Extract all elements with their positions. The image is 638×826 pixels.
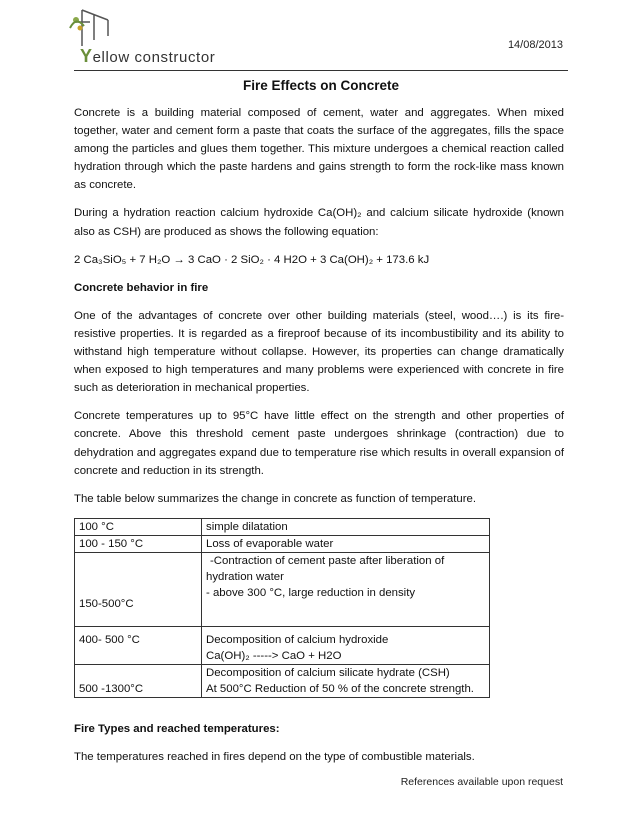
table-row — [75, 626, 490, 664]
table-cell-temp: 100 - 150 °C — [75, 535, 202, 552]
intro-paragraph: Concrete is a building material composed of cement, water and aggregates. When mixed together, water and cement form a paste that coats the surface of the aggregates, fills the space among the particles and glues them together. This mixture undergoes a chemical reaction called hydration through which the paste hardens and gains strength to form the rock-like mass known as concrete. — [74, 107, 564, 192]
section-heading-fire-types: Fire Types and reached temperatures: — [74, 722, 280, 735]
table-cell-temp: 500 -1300°C — [75, 664, 202, 697]
table-cell-effect — [202, 552, 490, 626]
table-row — [75, 535, 490, 552]
table-cell-temp: 100 °C — [75, 518, 202, 535]
document-date: 14/08/2013 — [507, 39, 563, 51]
table-cell-line: - above 300 °C, large reduction in density — [206, 586, 416, 599]
page-title: Fire Effects on Concrete — [242, 78, 400, 93]
section-heading-behavior: Concrete behavior in fire — [74, 281, 209, 294]
table-cell-temp-text: 400- 500 °C — [79, 633, 140, 646]
document-body — [74, 104, 564, 776]
table-cell-line: At 500°C Reduction of 50 % of the concrete strength. — [206, 682, 474, 695]
temperatures-paragraph: Concrete temperatures up to 95°C have little effect on the strength and other properties of concrete. Above this threshold cement paste undergoes shrinkage (contraction) due to dehydration and aggregates expand due to temperature rise which results in overall expansion of concrete and reduction in its strength. — [74, 410, 564, 477]
hydration-equation: 2 Ca₃SiO₅ + 7 H₂O → 3 CaO · 2 SiO₂ · 4 H2O + 3 Ca(OH)₂ + 173.6 kJ — [74, 253, 430, 266]
logo-initial: Y — [80, 46, 93, 66]
table-cell-line: -Contraction of cement paste after liberation of — [210, 554, 445, 567]
header-divider — [74, 70, 568, 71]
logo-text: ellow constructor — [92, 49, 216, 66]
table-row — [75, 552, 490, 626]
table-cell-effect — [202, 626, 490, 664]
table-cell-effect: Loss of evaporable water — [202, 535, 490, 552]
table-cell-temp — [75, 552, 202, 626]
table-cell-temp-text: 150-500°C — [79, 597, 134, 610]
company-logo — [64, 6, 224, 68]
table-row — [75, 518, 490, 535]
temperature-effects-table — [74, 518, 490, 698]
table-row — [75, 664, 490, 697]
logo-wordmark — [80, 46, 215, 67]
footer-note: References available upon request — [400, 776, 563, 788]
table-cell-effect — [202, 664, 490, 697]
table-cell-temp — [75, 626, 202, 664]
behavior-paragraph: One of the advantages of concrete over other building materials (steel, wood….) is its fire-resistive properties. It is regarded as a fireproof because of its incombustibility and its ability to withstand high temperature without collapse. However, its properties can change dramatically when exposed to high temperatures and many problems were experienced with concrete in fire such as deterioration in mechanical properties. — [74, 309, 564, 395]
hydration-paragraph: During a hydration reaction calcium hydroxide Ca(OH)₂ and calcium silicate hydroxide (known also as CSH) are produced as shows the following equation: — [74, 207, 564, 238]
crane-logo-icon — [64, 6, 124, 50]
table-cell-effect: simple dilatation — [202, 518, 490, 535]
table-cell-line: Decomposition of calcium hydroxide — [206, 633, 389, 646]
table-cell-line: hydration water — [206, 570, 284, 583]
table-intro: The table below summarizes the change in concrete as function of temperature. — [74, 492, 477, 505]
fire-types-paragraph: The temperatures reached in fires depend on the type of combustible materials. — [74, 750, 475, 763]
table-cell-line: Ca(OH)₂ -----> CaO + H2O — [206, 649, 342, 662]
table-cell-line: Decomposition of calcium silicate hydrate (CSH) — [206, 666, 450, 679]
